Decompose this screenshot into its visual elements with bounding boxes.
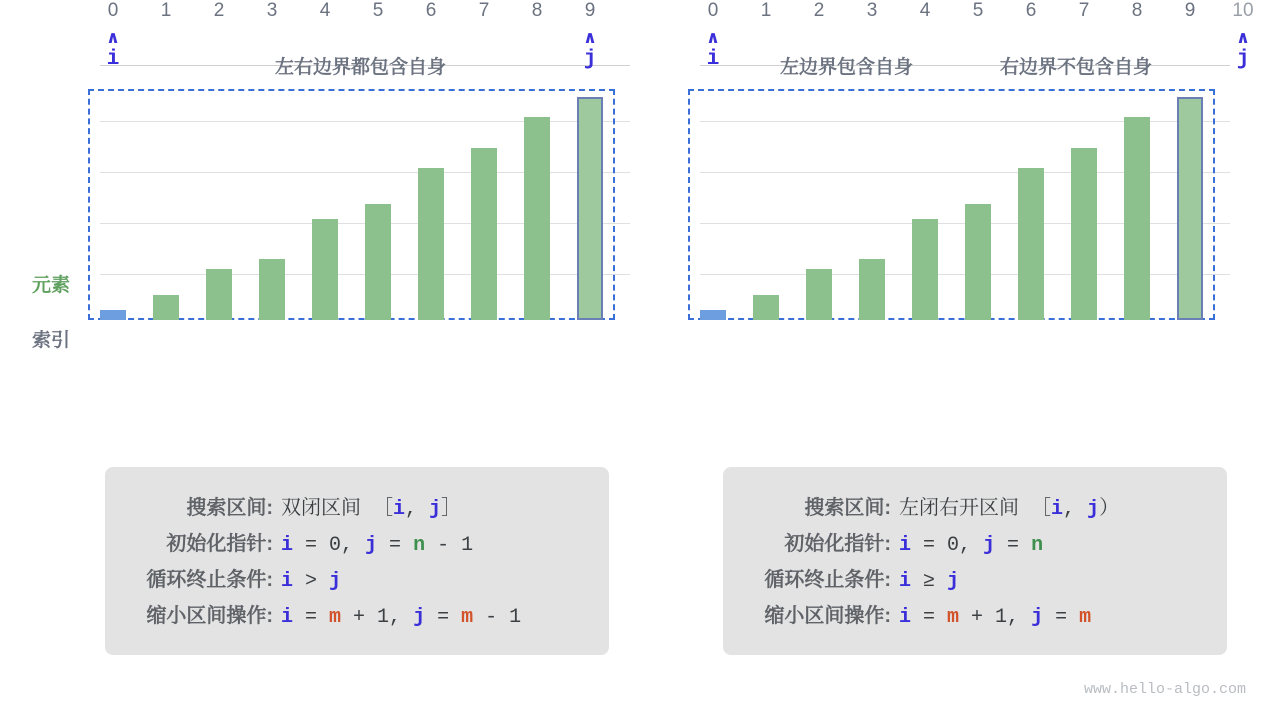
bar-9 bbox=[577, 97, 603, 320]
token-orange: m bbox=[1079, 606, 1092, 629]
token-blue: i bbox=[281, 570, 294, 593]
token-blue: i bbox=[899, 570, 912, 593]
bar-8 bbox=[524, 117, 550, 320]
token-dark: = bbox=[377, 534, 414, 557]
token-blue: j bbox=[413, 606, 426, 629]
token-dark: ≥ bbox=[911, 570, 948, 593]
token-orange: m bbox=[329, 606, 342, 629]
index-tick-9: 9 bbox=[1184, 0, 1196, 21]
token-blue: j bbox=[983, 534, 996, 557]
bar-4 bbox=[312, 219, 338, 320]
info-row-value bbox=[899, 534, 1043, 557]
token-blue: i bbox=[281, 534, 294, 557]
index-tick-8: 8 bbox=[1131, 0, 1143, 21]
token-dark: > bbox=[293, 570, 330, 593]
info-row-value bbox=[281, 606, 521, 629]
info-row-value bbox=[899, 606, 1091, 629]
index-tick-9: 9 bbox=[584, 0, 596, 21]
bar-3 bbox=[859, 259, 885, 320]
index-tick-8: 8 bbox=[531, 0, 543, 21]
token-dark: - 1 bbox=[473, 606, 522, 629]
index-tick-7: 7 bbox=[478, 0, 490, 21]
info-row bbox=[123, 599, 583, 629]
token-dark: = bbox=[425, 606, 462, 629]
bar-1 bbox=[753, 295, 779, 320]
watermark: www.hello-algo.com bbox=[1083, 681, 1246, 698]
token-blue: j bbox=[947, 570, 960, 593]
index-tick-7: 7 bbox=[1078, 0, 1090, 21]
token-blue: j bbox=[1031, 606, 1044, 629]
bar-6 bbox=[418, 168, 444, 320]
token-orange: m bbox=[947, 606, 960, 629]
bar-0 bbox=[100, 310, 126, 320]
token-dark: ） bbox=[1099, 498, 1120, 521]
info-row-value bbox=[899, 570, 959, 593]
index-tick-4: 4 bbox=[919, 0, 931, 21]
caret-pointer-j: ∧ bbox=[583, 28, 597, 47]
token-dark: 左闭右开区间 ［ bbox=[899, 498, 1052, 521]
token-blue: i bbox=[1051, 498, 1064, 521]
bar-5 bbox=[965, 204, 991, 321]
info-row-value bbox=[899, 491, 1119, 521]
pointer-i-label: i bbox=[706, 48, 720, 71]
info-row-label: 循环终止条件: bbox=[146, 569, 273, 591]
note-right-exclusive: 右边界不包含自身 bbox=[1000, 57, 1153, 78]
index-tick-1: 1 bbox=[160, 0, 172, 21]
bar-0 bbox=[700, 310, 726, 320]
info-row-label: 初始化指针: bbox=[784, 533, 891, 555]
caret-pointer-i: ∧ bbox=[706, 28, 720, 47]
info-row-label: 搜索区间: bbox=[186, 497, 273, 519]
token-blue: j bbox=[1087, 498, 1100, 521]
info-row bbox=[123, 563, 583, 593]
token-blue: i bbox=[281, 606, 294, 629]
token-blue: j bbox=[365, 534, 378, 557]
token-blue: i bbox=[899, 606, 912, 629]
info-row-label: 循环终止条件: bbox=[764, 569, 891, 591]
info-row-value bbox=[281, 491, 461, 521]
info-row-value bbox=[281, 534, 473, 557]
axis-label-elements: 元素 bbox=[32, 275, 71, 296]
index-tick-6: 6 bbox=[425, 0, 437, 21]
index-tick-6: 6 bbox=[1025, 0, 1037, 21]
info-row bbox=[741, 527, 1201, 557]
bar-9 bbox=[1177, 97, 1203, 320]
info-row bbox=[741, 491, 1201, 521]
token-green: n bbox=[1031, 534, 1044, 557]
axis-label-index: 索引 bbox=[32, 330, 71, 351]
token-dark: , bbox=[405, 498, 430, 521]
token-dark: = bbox=[911, 606, 948, 629]
token-blue: i bbox=[899, 534, 912, 557]
token-dark: , bbox=[1063, 498, 1088, 521]
token-dark: + 1, bbox=[959, 606, 1032, 629]
index-tick-3: 3 bbox=[866, 0, 878, 21]
bar-8 bbox=[1124, 117, 1150, 320]
bar-chart-right bbox=[700, 65, 1230, 320]
caret-pointer-j: ∧ bbox=[1236, 28, 1250, 47]
bar-5 bbox=[365, 204, 391, 321]
bar-7 bbox=[1071, 148, 1097, 320]
index-tick-5: 5 bbox=[972, 0, 984, 21]
bar-7 bbox=[471, 148, 497, 320]
token-dark: = bbox=[995, 534, 1032, 557]
info-row-label: 搜索区间: bbox=[804, 497, 891, 519]
info-row-label: 缩小区间操作: bbox=[146, 605, 273, 627]
token-dark: - 1 bbox=[425, 534, 474, 557]
token-green: n bbox=[413, 534, 426, 557]
index-tick-0: 0 bbox=[107, 0, 119, 21]
info-row-value bbox=[281, 570, 341, 593]
token-dark: + 1, bbox=[341, 606, 414, 629]
info-row-label: 初始化指针: bbox=[166, 533, 273, 555]
pointer-i-label: i bbox=[106, 48, 120, 71]
index-tick-0: 0 bbox=[707, 0, 719, 21]
bar-2 bbox=[806, 269, 832, 320]
token-dark: = bbox=[293, 606, 330, 629]
bar-2 bbox=[206, 269, 232, 320]
caret-pointer-i: ∧ bbox=[106, 28, 120, 47]
pointer-j-label: j bbox=[1236, 48, 1250, 71]
index-axis-left bbox=[100, 0, 640, 78]
index-tick-3: 3 bbox=[266, 0, 278, 21]
index-tick-2: 2 bbox=[213, 0, 225, 21]
token-dark: ］ bbox=[441, 498, 462, 521]
info-row bbox=[741, 599, 1201, 629]
token-blue: i bbox=[393, 498, 406, 521]
note-left-inclusive: 左边界包含自身 bbox=[780, 57, 914, 78]
token-dark: = 0, bbox=[293, 534, 366, 557]
token-dark: 双闭区间 ［ bbox=[281, 498, 394, 521]
index-tick-2: 2 bbox=[813, 0, 825, 21]
info-box-half-open-interval bbox=[723, 467, 1227, 655]
index-tick-10: 10 bbox=[1232, 0, 1254, 21]
info-row bbox=[741, 563, 1201, 593]
diagram-panel-closed-interval bbox=[30, 0, 630, 430]
token-blue: j bbox=[429, 498, 442, 521]
index-axis-right bbox=[700, 0, 1254, 78]
index-tick-5: 5 bbox=[372, 0, 384, 21]
token-dark: = bbox=[1043, 606, 1080, 629]
token-orange: m bbox=[461, 606, 474, 629]
token-blue: j bbox=[329, 570, 342, 593]
bar-1 bbox=[153, 295, 179, 320]
token-dark: = 0, bbox=[911, 534, 984, 557]
pointer-j-label: j bbox=[583, 48, 597, 71]
info-row-label: 缩小区间操作: bbox=[764, 605, 891, 627]
info-row bbox=[123, 491, 583, 521]
bar-6 bbox=[1018, 168, 1044, 320]
bar-3 bbox=[259, 259, 285, 320]
index-tick-1: 1 bbox=[760, 0, 772, 21]
diagram-panel-half-open-interval bbox=[630, 0, 1254, 430]
bar-chart-left bbox=[100, 65, 630, 320]
index-tick-4: 4 bbox=[319, 0, 331, 21]
note-both-inclusive: 左右边界都包含自身 bbox=[275, 57, 447, 78]
info-row bbox=[123, 527, 583, 557]
bar-4 bbox=[912, 219, 938, 320]
info-box-closed-interval bbox=[105, 467, 609, 655]
